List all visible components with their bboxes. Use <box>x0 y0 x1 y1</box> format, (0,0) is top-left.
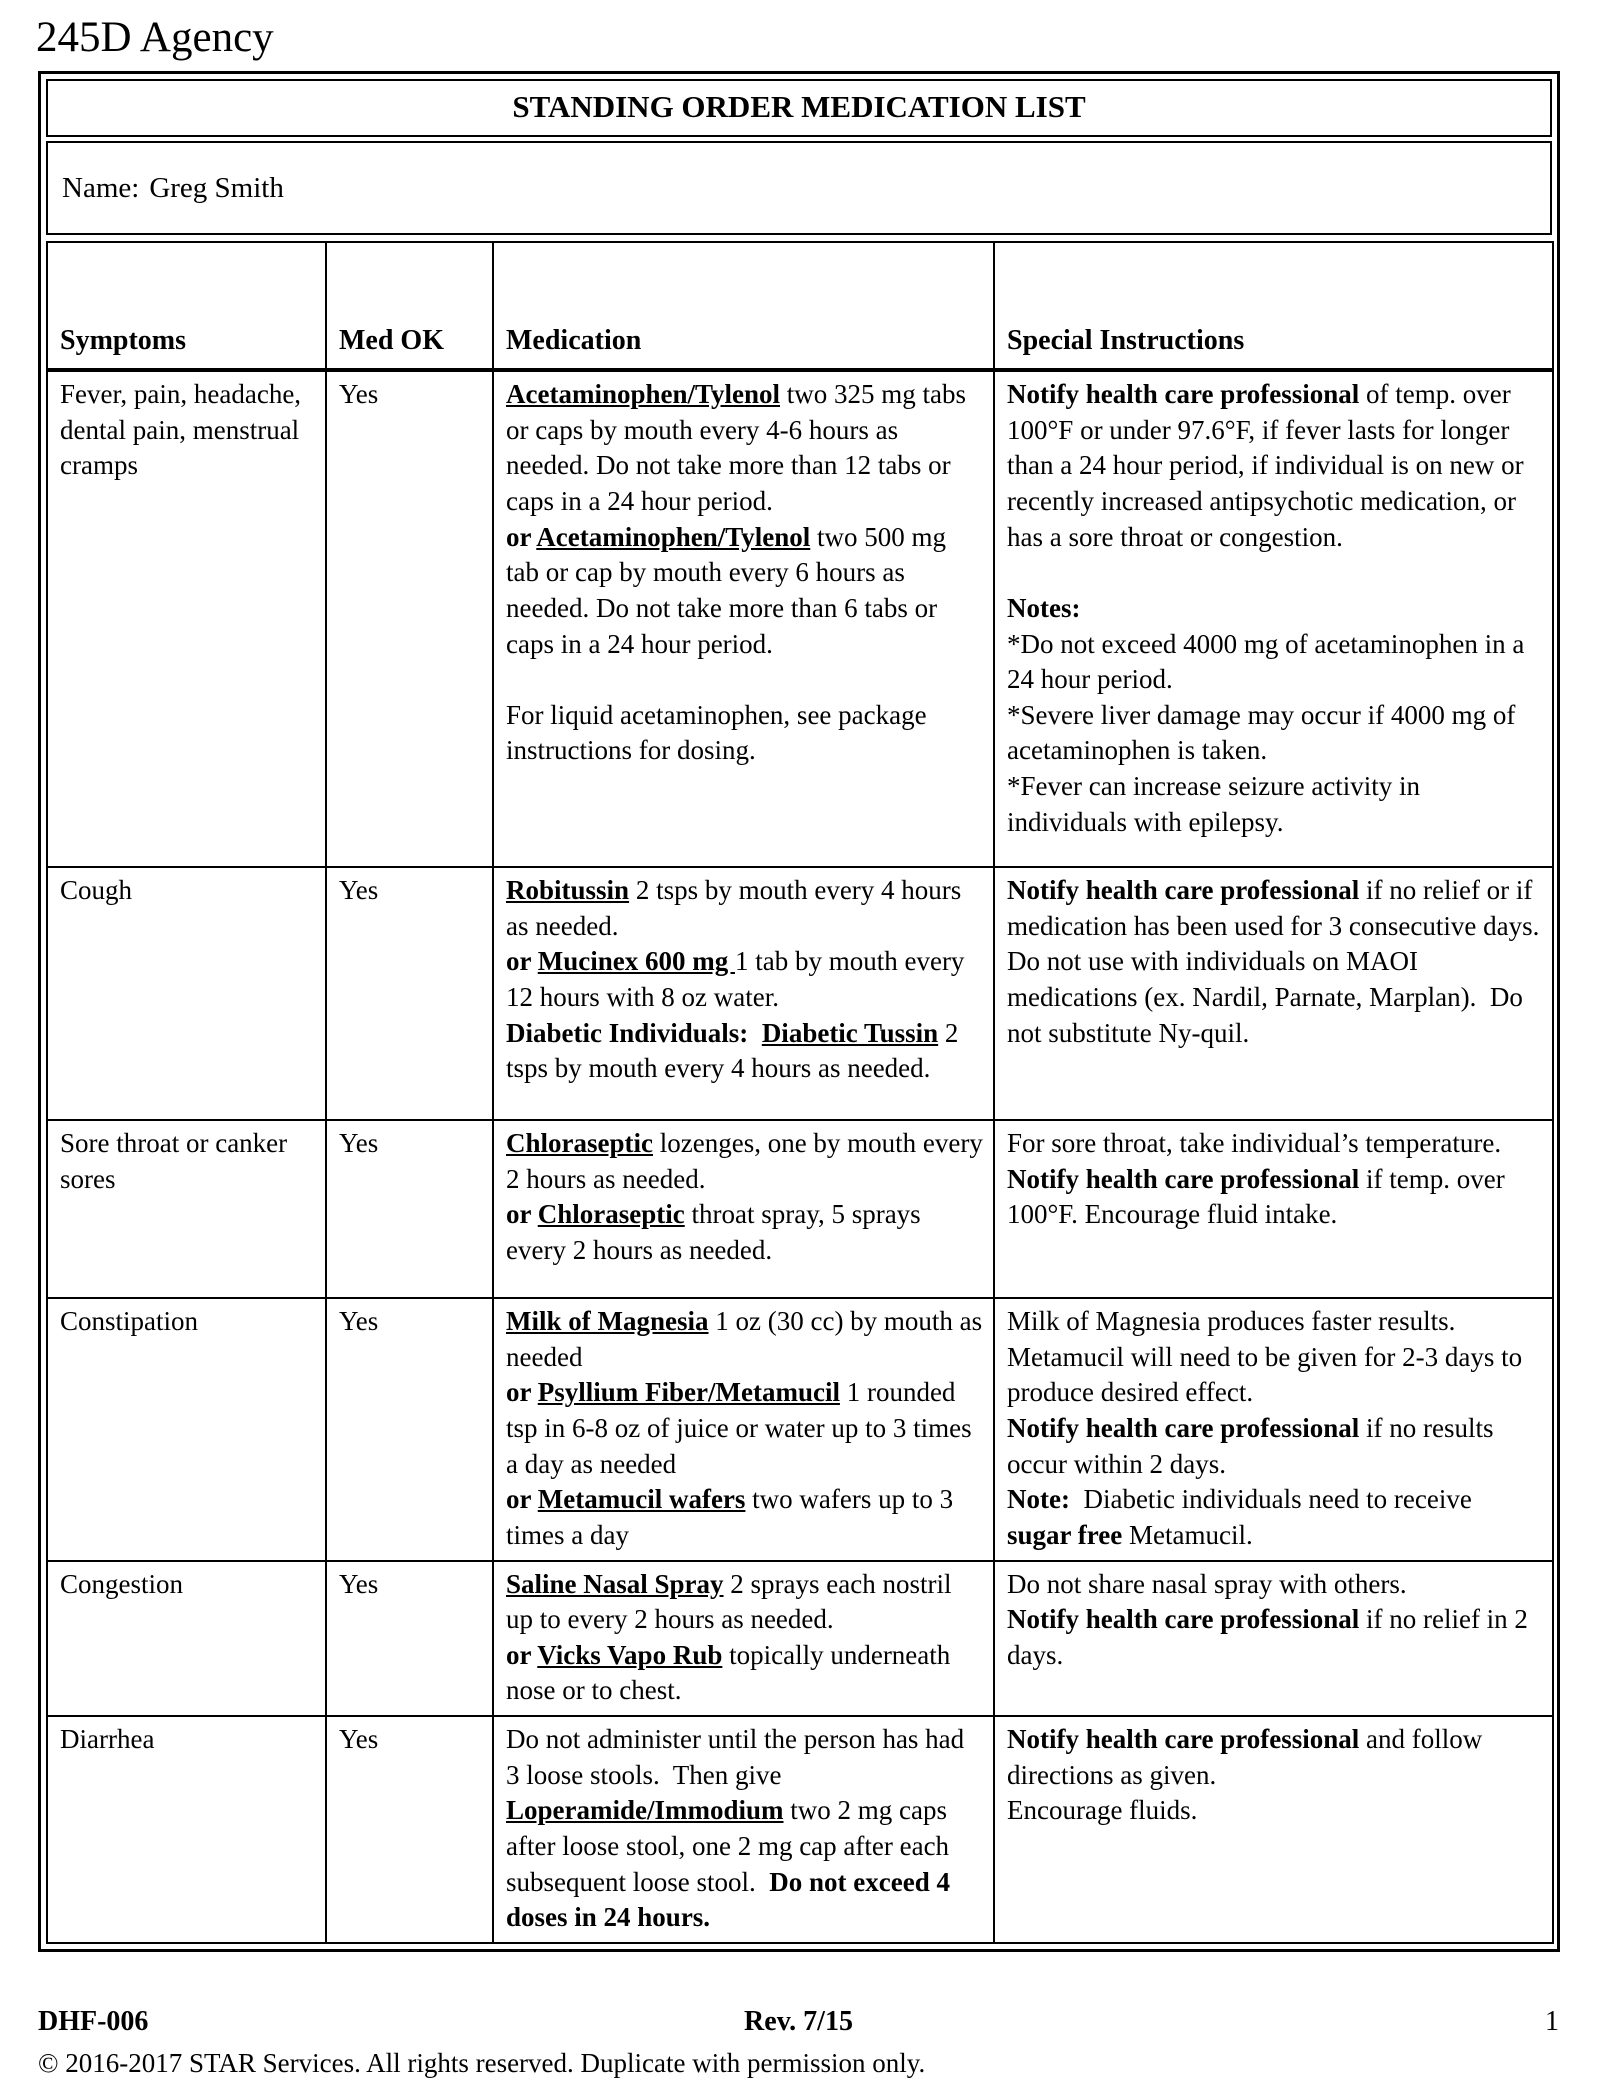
paragraph <box>506 1375 983 1482</box>
paragraph <box>506 698 983 769</box>
text-segment: lozenges, one by mouth every 2 hours as needed. <box>506 1128 990 1194</box>
text-segment: Mucinex 600 mg <box>537 946 735 977</box>
text-segment: or <box>506 1639 538 1670</box>
cell-special-instructions <box>994 1716 1553 1943</box>
cell-med-ok: Yes <box>326 1716 493 1943</box>
cell-symptoms: Cough <box>47 867 326 1120</box>
text-segment: of temp. over 100°F or under 97.6°F, if fever lasts for longer than a 24 hour period, if individual is on new or recently increased antipsychotic medication, or has a sore throat or congestion. <box>1007 379 1531 552</box>
cell-med-ok: Yes <box>326 867 493 1120</box>
text-segment: two 325 mg tabs or caps by mouth every 4-6 hours as needed. Do not take more than 12 tabs or caps in a 24 hour period. <box>506 379 973 517</box>
text-segment: For liquid acetaminophen, see package instructions for dosing. <box>506 699 934 766</box>
paragraph <box>506 1567 983 1638</box>
column-header: Symptoms <box>47 242 326 370</box>
paragraph <box>506 1638 983 1709</box>
text-segment: Do not administer until the person has had 3 loose stools. Then give <box>506 1724 971 1790</box>
paragraph <box>1007 1162 1542 1233</box>
text-segment: two 2 mg caps after loose stool, one 2 mg cap after each subsequent loose stool. <box>506 1795 956 1897</box>
text-segment: 1 rounded tsp in 6-8 oz of juice or water up to 3 times a day as needed <box>506 1377 979 1479</box>
text-segment: throat spray, 5 sprays every 2 hours as needed. <box>506 1199 928 1266</box>
text-segment: Robitussin <box>506 875 630 906</box>
text-segment: 1 tab by mouth every 12 hours with 8 oz water. <box>506 946 972 1013</box>
text-segment: if no relief in 2 days. <box>1007 1604 1535 1670</box>
text-segment: 1 oz (30 cc) by mouth as needed <box>506 1306 989 1372</box>
text-segment: two 500 mg tab or cap by mouth every 6 hours as needed. Do not take more than 6 tabs or caps in a 24 hour period. <box>506 521 953 659</box>
form-code: DHF-006 <box>38 2005 149 2037</box>
cell-medication <box>493 1716 994 1943</box>
text-segment: if no relief or if medication has been used for 3 consecutive days. Do not use with individuals on MAOI medications (ex. Nardil, Parnate, Marplan). Do not substitute Ny-quil. <box>1007 875 1547 1048</box>
paragraph <box>506 1482 983 1553</box>
column-header: Medication <box>493 242 994 370</box>
text-segment: Do not share nasal spray with others. <box>1007 1568 1407 1599</box>
text-segment: Notify health care professional <box>1007 379 1360 410</box>
paragraph <box>1007 1482 1542 1553</box>
footer <box>38 2004 1559 2042</box>
cell-medication <box>493 1561 994 1717</box>
text-segment: Diabetic Tussin <box>761 1017 939 1048</box>
paragraph <box>1007 1722 1542 1793</box>
cell-special-instructions <box>994 867 1553 1120</box>
cell-special-instructions <box>994 1120 1553 1298</box>
paragraph <box>506 520 983 663</box>
text-segment: Acetaminophen/Tylenol <box>506 379 781 410</box>
cell-symptoms: Constipation <box>47 1298 326 1560</box>
cell-symptoms: Fever, pain, headache, dental pain, menstrual cramps <box>47 370 326 867</box>
text-segment: or <box>506 946 538 977</box>
text-segment: Notify health care professional <box>1007 1604 1360 1635</box>
text-segment: Diabetic Individuals: <box>506 1017 762 1048</box>
cell-med-ok: Yes <box>326 1120 493 1298</box>
revision-label: Rev. 7/15 <box>744 2005 853 2037</box>
paragraph <box>506 1304 989 1375</box>
text-segment: Notify health care professional <box>1007 1163 1360 1194</box>
text-segment: Vicks Vapo Rub <box>537 1639 723 1670</box>
copyright-line: © 2016-2017 STAR Services. All rights reserved. Duplicate with permission only. <box>38 2047 926 2078</box>
text-segment: and follow directions as given. <box>1007 1724 1489 1790</box>
cell-special-instructions <box>994 1298 1553 1560</box>
table-row <box>47 370 1553 867</box>
paragraph <box>1007 769 1542 840</box>
text-segment: two wafers up to 3 times a day <box>506 1484 960 1550</box>
text-segment: Metamucil wafers <box>537 1484 746 1515</box>
cell-medication <box>493 867 994 1120</box>
medication-table <box>46 241 1554 1944</box>
text-segment: 2 tsps by mouth every 4 hours as needed. <box>506 875 969 941</box>
paragraph <box>506 1016 983 1087</box>
text-segment: if no results occur within 2 days. <box>1007 1413 1501 1479</box>
paragraph <box>1007 1602 1542 1673</box>
text-segment: Encourage fluids. <box>1007 1795 1198 1826</box>
name-label: Name: <box>62 172 140 205</box>
paragraph <box>506 1722 983 1936</box>
cell-med-ok: Yes <box>326 1561 493 1717</box>
table-row <box>47 867 1553 1120</box>
form-border-box <box>38 71 1560 1952</box>
paragraph <box>1007 1304 1542 1411</box>
text-segment: Chloraseptic <box>506 1128 653 1159</box>
paragraph <box>506 873 983 944</box>
table-row <box>47 1561 1553 1717</box>
text-segment: Milk of Magnesia produces faster results. Metamucil will need to be given for 2-3 days to produce desired effect. <box>1007 1306 1529 1408</box>
text-segment: if temp. over 100°F. Encourage fluid intake. <box>1007 1163 1512 1230</box>
agency-heading: 245D Agency <box>36 14 274 61</box>
cell-med-ok: Yes <box>326 1298 493 1560</box>
cell-special-instructions <box>994 370 1553 867</box>
text-segment: Note: <box>1007 1484 1070 1515</box>
paragraph <box>1007 1126 1542 1162</box>
table-header-row <box>47 242 1553 370</box>
text-segment: Notes: <box>1007 592 1081 623</box>
cell-symptoms: Congestion <box>47 1561 326 1717</box>
cell-medication <box>493 1298 994 1560</box>
paragraph <box>1007 377 1542 555</box>
paragraph <box>506 944 983 1015</box>
text-segment: Chloraseptic <box>537 1199 685 1230</box>
text-segment: Saline Nasal Spray <box>506 1568 724 1599</box>
text-segment: sugar free <box>1007 1519 1123 1550</box>
text-segment: or <box>506 1484 538 1515</box>
name-row <box>46 141 1552 235</box>
paragraph <box>1007 1793 1542 1829</box>
cell-med-ok: Yes <box>326 370 493 867</box>
paragraph <box>1007 1567 1542 1603</box>
text-segment: Milk of Magnesia <box>506 1306 709 1337</box>
text-segment: Do not exceed 4 doses in 24 hours. <box>506 1866 957 1933</box>
cell-medication <box>493 370 994 867</box>
text-segment: Loperamide/Immodium <box>506 1795 784 1826</box>
text-segment: Metamucil. <box>1122 1519 1253 1550</box>
text-segment: For sore throat, take individual’s temperature. <box>1007 1128 1502 1159</box>
paragraph <box>1007 1411 1542 1482</box>
cell-special-instructions <box>994 1561 1553 1717</box>
cell-symptoms: Sore throat or canker sores <box>47 1120 326 1298</box>
paragraph <box>1007 873 1547 1051</box>
text-segment: Notify health care professional <box>1007 1413 1360 1444</box>
text-segment: 2 sprays each nostril up to every 2 hours as needed. <box>506 1568 959 1635</box>
column-header: Special Instructions <box>994 242 1553 370</box>
table-row <box>47 1120 1553 1298</box>
page-number: 1 <box>1545 2005 1559 2037</box>
table-row <box>47 1716 1553 1943</box>
text-segment: or <box>506 1199 538 1230</box>
text-segment: *Severe liver damage may occur if 4000 mg of acetaminophen is taken. <box>1007 699 1523 766</box>
text-segment: *Do not exceed 4000 mg of acetaminophen in a 24 hour period. <box>1007 628 1532 695</box>
text-segment: *Fever can increase seizure activity in individuals with epilepsy. <box>1007 771 1427 837</box>
paragraph <box>506 1126 990 1197</box>
paragraph <box>1007 698 1542 769</box>
paragraph <box>506 662 983 698</box>
text-segment: Notify health care professional <box>1007 875 1360 906</box>
form-title: STANDING ORDER MEDICATION LIST <box>46 79 1552 137</box>
text-segment: or <box>506 1377 538 1408</box>
paragraph <box>1007 627 1542 698</box>
paragraph <box>506 1197 983 1268</box>
text-segment: Psyllium Fiber/Metamucil <box>537 1377 840 1408</box>
paragraph <box>506 377 983 520</box>
table-row <box>47 1298 1553 1560</box>
table-body <box>47 370 1553 1943</box>
paragraph <box>1007 555 1542 591</box>
paragraph <box>1007 591 1542 627</box>
text-segment: 2 tsps by mouth every 4 hours as needed. <box>506 1017 966 1084</box>
name-value: Greg Smith <box>149 172 284 205</box>
cell-medication <box>493 1120 994 1298</box>
text-segment: or <box>506 521 537 552</box>
text-segment: topically underneath nose or to chest. <box>506 1639 958 1706</box>
text-segment: Acetaminophen/Tylenol <box>536 521 811 552</box>
column-header: Med OK <box>326 242 493 370</box>
document-page <box>0 14 1597 2078</box>
text-segment: Diabetic individuals need to receive <box>1069 1484 1479 1515</box>
cell-symptoms: Diarrhea <box>47 1716 326 1943</box>
text-segment: Notify health care professional <box>1007 1724 1360 1755</box>
